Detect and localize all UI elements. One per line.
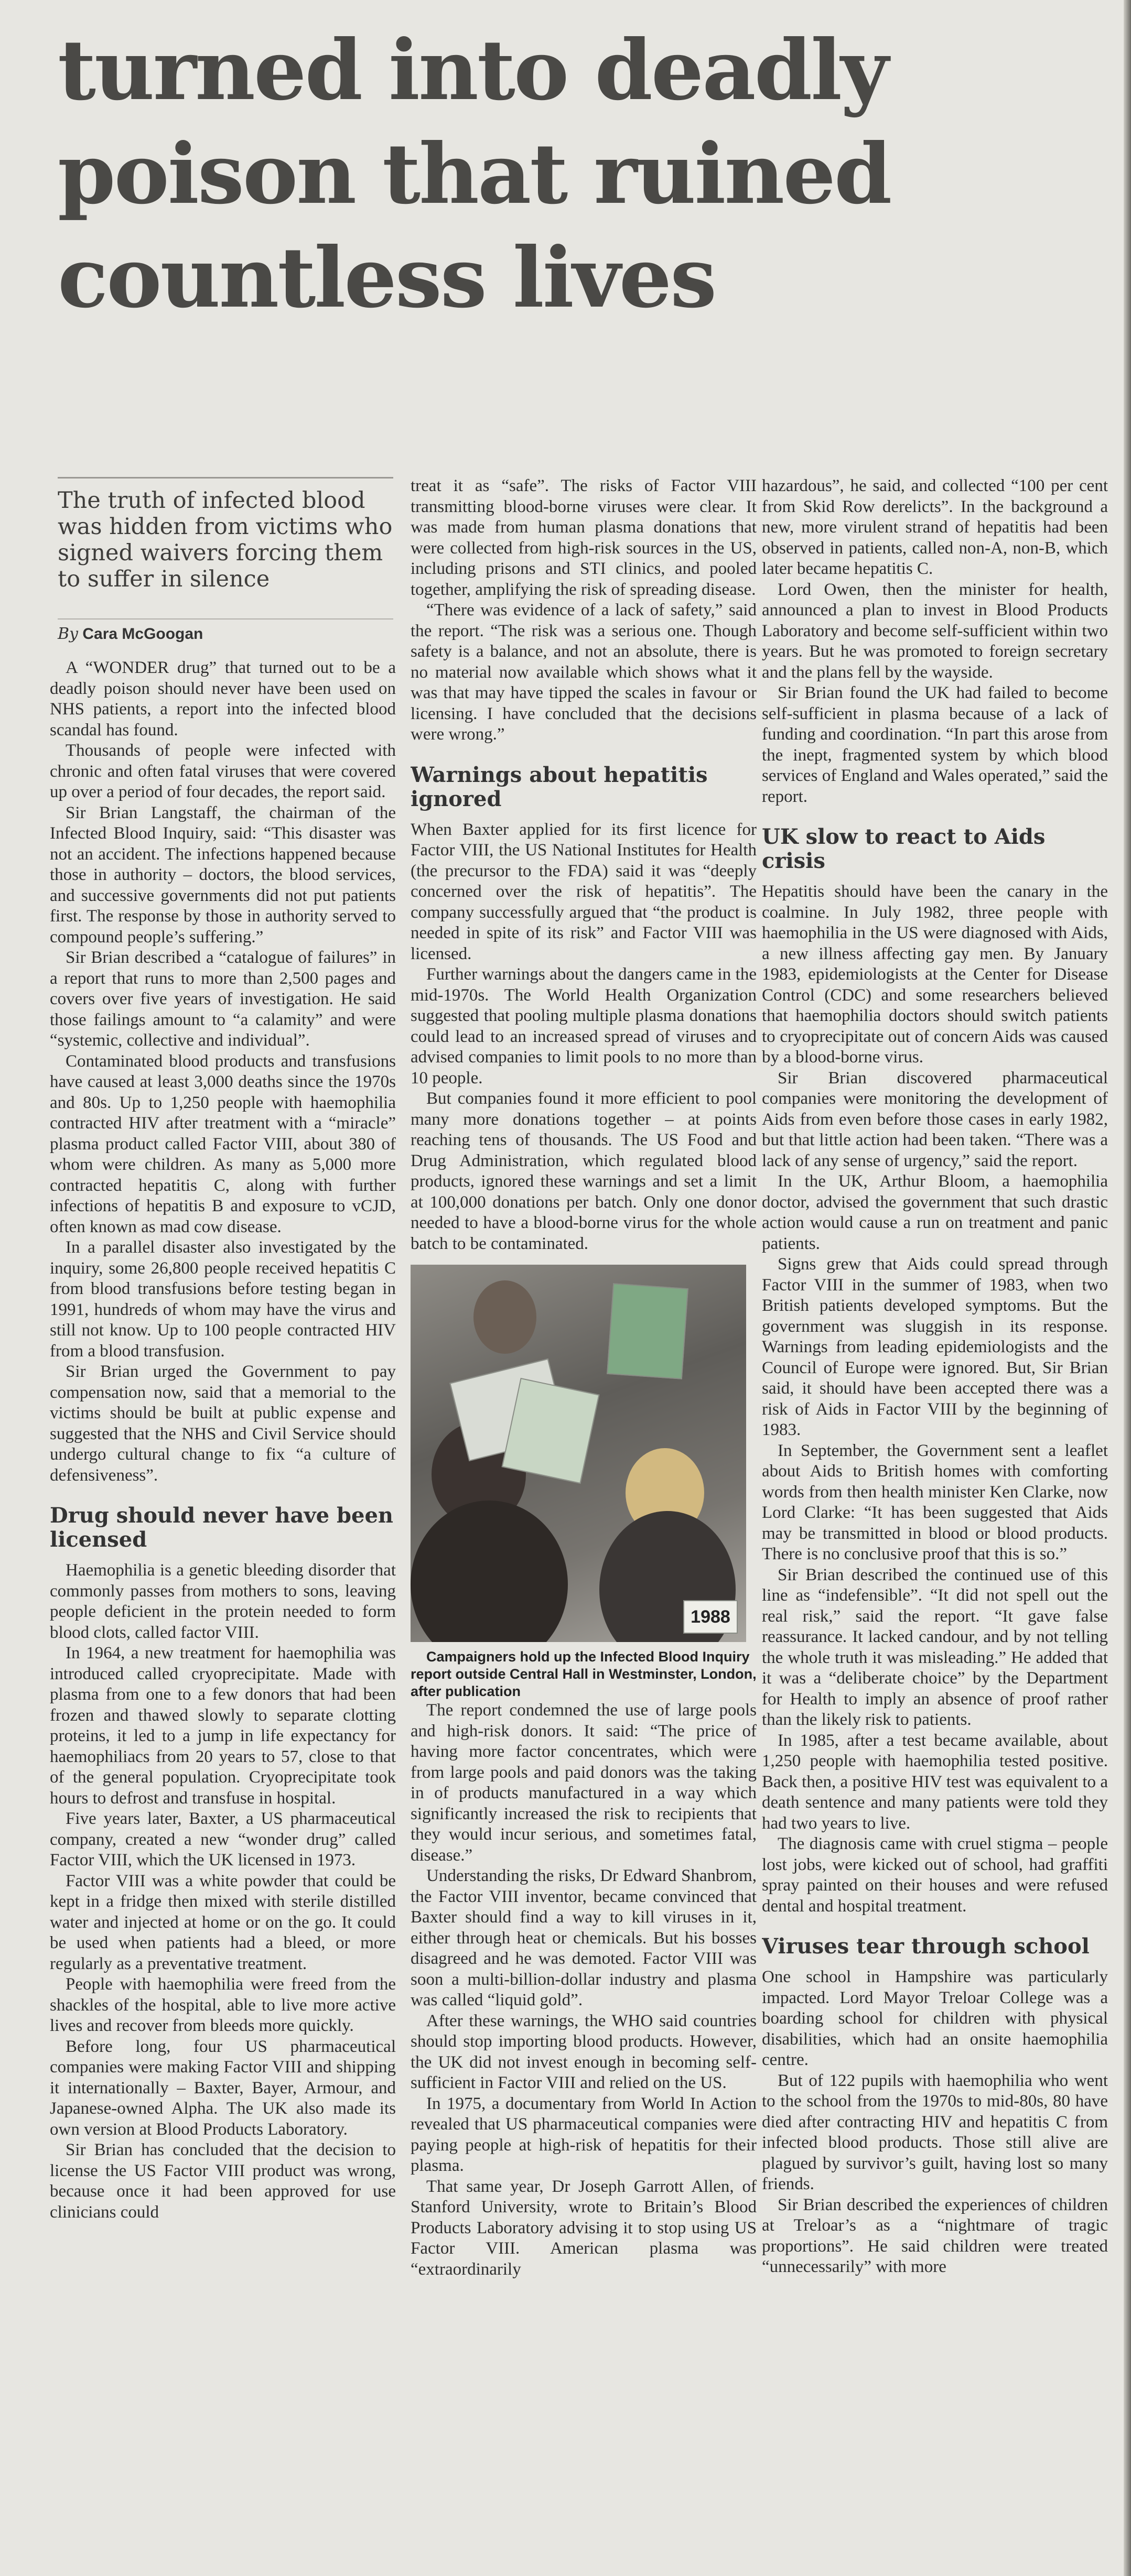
paragraph: Sir Brian has concluded that the decision to license the US Factor VIII product was wrong, because once it had been approved for use clinicians could — [50, 2140, 396, 2222]
person-shape — [473, 1280, 536, 1354]
paragraph: Sir Brian Langstaff, the chairman of the Infected Blood Inquiry, said: “This disaster was not an accident. The infections happened because those in authority – doctors, the blood services, and successive governments did not put patients first. The response by those in authority served to compound people’s suffering.” — [50, 803, 396, 947]
paragraph: Thousands of people were infected with chronic and often fatal viruses that were covered up over a period of four decades, the report said. — [50, 741, 396, 801]
article-column-1 — [50, 658, 396, 2566]
paragraph: Sir Brian found the UK had failed to become self-sufficient in plasma because of a lack of funding and coordination. “In part this arose from the inept, fragmented system by which blood services of England and Wales operated,” said the report. — [762, 683, 1108, 806]
paragraph: Sir Brian discovered pharmaceutical companies were monitoring the development of Aids from even before those cases in early 1982, but that little action had been taken. “There was a lack of any sense of urgency,” said the report. — [762, 1068, 1108, 1170]
photo-caption: Campaigners hold up the Infected Blood Inquiry report outside Central Hall in Westminster, London, after publication — [411, 1649, 757, 1699]
paragraph: One school in Hampshire was particularly impacted. Lord Mayor Treloar College was a boarding school for children with physical disabilities, which had an onsite haemophilia centre. — [762, 1968, 1108, 2069]
paragraph: In 1964, a new treatment for haemophilia was introduced called cryoprecipitate. Made with plasma from one to a few donors that had been frozen and thawed slowly to separate clotting proteins, it led to a jump in life expectancy for haemophiliacs from 20 years to 57, close to that of the general population. Cryoprecipitate took hours to defrost and transfuse in hospital. — [50, 1644, 396, 1808]
person-shape — [411, 1501, 568, 1642]
subheading: Warnings about hepatitis ignored — [411, 762, 708, 811]
article-column-2-bottom — [411, 1700, 757, 2280]
paragraph: But companies found it more efficient to pool many more donations together – at points reaching tens of thousands. The US Food and Drug Administration, which regulated blood products, ignored these warnings and set a limit at 100,000 donations per batch. Only one donor needed to have a blood-borne virus for the whole batch to be contaminated. — [411, 1089, 757, 1253]
paragraph: Factor VIII was a white powder that could be kept in a fridge then mixed with sterile distilled water and injected at home or on the go. It could be used when patients had a bleed, or more regularly as a preventative treatment. — [50, 1871, 396, 1973]
headline — [58, 0, 1112, 330]
article-column-2-top — [411, 476, 757, 1254]
standfirst: The truth of infected blood was hidden from victims who signed waivers forcing them to suffer in silence — [58, 487, 393, 592]
byline-author: Cara McGoogan — [82, 625, 203, 643]
paragraph: In 1985, after a test became available, about 1,250 people with haemophilia tested positive. Back then, a positive HIV test was equivalent to a death sentence and many patients were told they had two years to live. — [762, 1731, 1108, 1833]
paragraph: hazardous”, he said, and collected “100 per cent from Skid Row derelicts”. In the background a new, more virulent strand of hepatitis had been observed in patients, called non-A, non-B, which later became hepatitis C. — [762, 476, 1108, 578]
paragraph: Understanding the risks, Dr Edward Shanbrom, the Factor VIII inventor, became convinced that Baxter should find a way to kill viruses in it, either through heat or chemicals. But his bosses disagreed and he was demoted. Factor VIII was soon a multi-billion-dollar industry and plasma was called “liquid gold”. — [411, 1866, 757, 2009]
paragraph: Five years later, Baxter, a US pharmaceutical company, created a new “wonder drug” called Factor VIII, which the UK licensed in 1973. — [50, 1809, 396, 1869]
article-column-2 — [411, 476, 757, 2567]
headline-line-2: poison that ruined — [58, 126, 891, 223]
paragraph: Signs grew that Aids could spread through Factor VIII in the summer of 1983, when two British patients developed symptoms. But the government was sluggish in its response. Warnings from leading epidemiologists and the Council of Europe were ignored. But, Sir Brian said, it should have been accepted there was a risk of Aids in Factor VIII by the beginning of 1983. — [762, 1255, 1108, 1439]
paragraph: Sir Brian described the continued use of this line as “indefensible”. “It did not spell out the real risk,” said the report. “It gave false reassurance. It lacked candour, and by not telling the whole truth it was misleading.” He added that it was a “deliberate choice” by the Department for Health to imply an absence of proof rather than the likely risk to patients. — [762, 1565, 1108, 1729]
paragraph: Sir Brian described the experiences of children at Treloar’s as a “nightmare of tragic proportions”. He said children were treated “unnecessarily” with more — [762, 2195, 1108, 2276]
paragraph: Before long, four US pharmaceutical companies were making Factor VIII and shipping it internationally – Baxter, Bayer, Armour, and Japanese-owned Alpha. The UK also made its own version at Blood Products Laboratory. — [50, 2037, 396, 2139]
headline-line-3: countless lives — [58, 230, 716, 327]
paragraph: Sir Brian described a “catalogue of failures” in a report that runs to more than 2,500 pages and covers over five years of investigation. He said those failings amount to “a calamity” and were “systemic, collective and individual”. — [50, 948, 396, 1050]
standfirst-rule-top — [58, 477, 393, 479]
headline-cropped-line — [58, 0, 1112, 19]
paragraph: The diagnosis came with cruel stigma – people lost jobs, were kicked out of school, had graffiti spray painted on their houses and were refused dental and hospital treatment. — [762, 1834, 1108, 1916]
paragraph: Sir Brian urged the Government to pay compensation now, said that a memorial to the victims should be built at public expense and suggested that the NHS and Civil Service should undergo cultural change to fix “a culture of defensiveness”. — [50, 1362, 396, 1485]
paragraph: Further warnings about the dangers came in the mid-1970s. The World Health Organization suggested that pooling multiple plasma donations could lead to an increased spread of viruses and advised companies to limit pools to no more than 10 people. — [411, 965, 757, 1088]
paragraph: In September, the Government sent a leaflet about Aids to British homes with comforting words from then health minister Ken Clarke, now Lord Clarke: “It has been suggested that Aids may be transmitted in blood or blood products. There is no conclusive proof that this is so.” — [762, 1441, 1108, 1563]
page-edge-shadow — [1124, 0, 1131, 2576]
paragraph: The report condemned the use of large pools and high-risk donors. It said: “The price of having more factor concentrates, which were from large pools and paid donors was the taking in of products manufactured in a way which significantly increased the risk to recipients that they would incur serious, and sometimes fatal, disease.” — [411, 1701, 757, 1865]
subheading: UK slow to react to Aids crisis — [762, 824, 1046, 873]
report-copy — [607, 1283, 688, 1379]
paragraph: When Baxter applied for its first licence for Factor VIII, the US National Institutes for Health (the precursor to the FDA) said it was “deeply concerned over the risk of hepatitis”. The company successfully argued that “the product is needed in spite of its risk” and Factor VIII was licensed. — [411, 820, 757, 963]
campaign-badge: 1988 — [683, 1600, 738, 1634]
paragraph: In the UK, Arthur Bloom, a haemophilia doctor, advised the government that such drastic action would cause a run on treatment and panic patients. — [762, 1172, 1108, 1253]
paragraph: “There was evidence of a lack of safety,” said the report. “The risk was a serious one. Though safety is a balance, and not an absolute, there is no material now available which shows what it was that may have tipped the scales in favour or licensing. I have concluded that the decisions were wrong.” — [411, 601, 757, 744]
paragraph: A “WONDER drug” that turned out to be a deadly poison should never have been used on NHS patients, a report into the infected blood scandal has found. — [50, 658, 396, 740]
byline-prefix: By — [58, 625, 78, 643]
paragraph: But of 122 pupils with haemophilia who went to the school from the 1970s to mid-80s, 80 have died after contracting HIV and hepatitis C from infected blood products. Those still alive are plagued by survivor’s guilt, having lost so many friends. — [762, 2071, 1108, 2193]
article-column-3 — [762, 476, 1108, 2567]
paragraph: People with haemophilia were freed from the shackles of the hospital, able to live more active lives and recover from bleeds more quickly. — [50, 1975, 396, 2035]
byline — [58, 625, 398, 643]
paragraph: Haemophilia is a genetic bleeding disorder that commonly passes from mothers to sons, leaving people deficient in the protein needed to form blood clots, called factor VIII. — [50, 1561, 396, 1642]
subheading: Drug should never have been licensed — [50, 1503, 393, 1552]
paragraph: After these warnings, the WHO said countries should stop importing blood products. However, the UK did not invest enough in becoming self-sufficient in Factor VIII and relied on the US. — [411, 2011, 757, 2092]
subheading: Viruses tear through school — [762, 1934, 1090, 1959]
paragraph: In 1975, a documentary from World In Action revealed that US pharmaceutical companies were paying people at high-risk of hepatitis for their plasma. — [411, 2094, 757, 2175]
paragraph: Hepatitis should have been the canary in the coalmine. In July 1982, three people with haemophilia in the US were diagnosed with Aids, a new illness affecting gay men. By January 1983, epidemiologists at the Center for Disease Control (CDC) and some researchers believed that haemophilia doctors should switch patients to cryoprecipitate out of concern Aids was caused by a blood-borne virus. — [762, 882, 1108, 1067]
paragraph: treat it as “safe”. The risks of Factor VIII transmitting blood-borne viruses were clear. It was made from human plasma donations that were collected from high-risk sources in the US, including prisons and STI clinics, and pooled together, amplifying the risk of spreading disease. — [411, 476, 757, 599]
paragraph: In a parallel disaster also investigated by the inquiry, some 26,800 people received hepatitis C from blood transfusions before testing began in 1991, hundreds of whom may have the virus and still not know. Up to 100 people contracted HIV from a blood transfusion. — [50, 1238, 396, 1361]
headline-line-1: turned into deadly — [58, 22, 887, 119]
standfirst-rule-bottom — [58, 618, 393, 619]
paragraph: Lord Owen, then the minister for health, announced a plan to invest in Blood Products Laboratory and become self-sufficient within two years. But he was promoted to foreign secretary and the plans fell by the wayside. — [762, 580, 1108, 682]
paragraph: That same year, Dr Joseph Garrott Allen, of Stanford University, wrote to Britain’s Blood Products Laboratory advising it to stop using US Factor VIII. American plasma was “extraordinarily — [411, 2177, 757, 2279]
campaigners-photo — [411, 1265, 746, 1642]
paragraph: Contaminated blood products and transfusions have caused at least 3,000 deaths since the 1970s and 80s. Up to 1,250 people with haemophilia contracted HIV after treatment with a “miracle” plasma product called Factor VIII, about 380 of whom were children. As many as 5,000 more contracted hepatitis C, along with further infections of hepatitis B and exposure to vCJD, often known as mad cow disease. — [50, 1051, 396, 1236]
